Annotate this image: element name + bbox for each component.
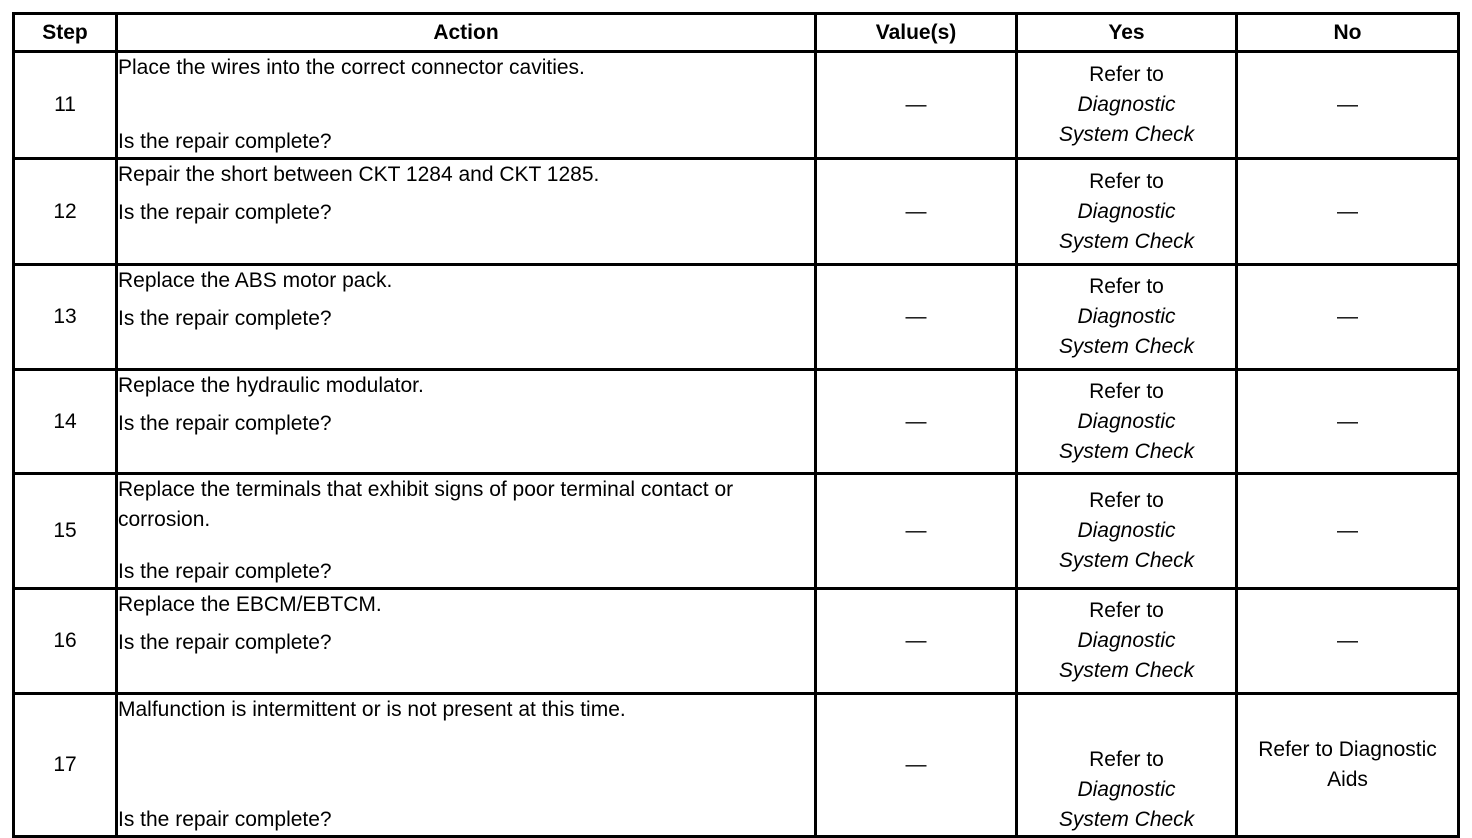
action-text: Replace the hydraulic modulator. [118,374,424,397]
action-cell [117,52,816,159]
step-number: 14 [14,370,117,474]
yes-link-diagnostic[interactable]: Diagnostic [1077,519,1176,542]
header-row [14,14,1459,52]
no-cell: — [1237,265,1459,370]
action-cell [117,159,816,265]
value-cell: — [816,370,1017,474]
yes-refer: Refer to [1089,748,1164,771]
header-value: Value(s) [816,14,1017,52]
action-question: Is the repair complete? [118,808,332,831]
action-cell [117,370,816,474]
header-yes: Yes [1017,14,1237,52]
yes-link-diagnostic[interactable]: Diagnostic [1077,409,1176,433]
diagnostic-table [12,12,1460,838]
no-cell: — [1237,52,1459,159]
action-text: Repair the short between CKT 1284 and CKT 1285. [118,163,600,186]
no-cell-diagnostic-aids[interactable]: Refer to Diagnostic Aids [1237,694,1459,837]
action-question: Is the repair complete? [118,631,332,654]
yes-cell [1017,265,1237,370]
step-number: 12 [14,159,117,265]
value-cell: — [816,474,1017,589]
yes-link-diagnostic[interactable]: Diagnostic [1077,199,1176,223]
action-question: Is the repair complete? [118,560,332,583]
yes-link-diagnostic[interactable]: Diagnostic [1077,93,1176,116]
action-text: Replace the ABS motor pack. [118,269,393,292]
no-cell: — [1237,474,1459,589]
yes-refer: Refer to [1089,63,1164,86]
table-row [14,474,1459,589]
no-cell: — [1237,159,1459,265]
action-question: Is the repair complete? [118,412,332,435]
step-number: 11 [14,52,117,159]
yes-link-system-check[interactable]: System Check [1058,123,1195,146]
step-number: 17 [14,694,117,837]
action-question: Is the repair complete? [118,130,332,153]
yes-cell [1017,589,1237,694]
yes-link-system-check[interactable]: System Check [1058,229,1195,253]
step-number: 15 [14,474,117,589]
yes-refer: Refer to [1089,379,1164,403]
action-text: Place the wires into the correct connector cavities. [118,56,585,79]
yes-link-diagnostic[interactable]: Diagnostic [1077,305,1176,328]
yes-cell [1017,159,1237,265]
value-cell: — [816,52,1017,159]
yes-link-system-check[interactable]: System Check [1058,439,1195,463]
no-cell: — [1237,589,1459,694]
yes-cell [1017,694,1237,837]
value-cell: — [816,265,1017,370]
header-step: Step [14,14,117,52]
value-cell: — [816,694,1017,837]
value-cell: — [816,589,1017,694]
yes-link-system-check[interactable]: System Check [1058,808,1195,831]
table-row [14,159,1459,265]
yes-cell [1017,52,1237,159]
yes-refer: Refer to [1089,599,1164,622]
action-text: Replace the terminals that exhibit signs of poor terminal contact or corrosion. [118,478,734,531]
table-row [14,694,1459,837]
table-row [14,589,1459,694]
yes-link-system-check[interactable]: System Check [1058,335,1195,358]
action-cell [117,265,816,370]
action-cell [117,589,816,694]
table-row [14,370,1459,474]
yes-link-diagnostic[interactable]: Diagnostic [1077,629,1176,652]
yes-cell [1017,474,1237,589]
header-action: Action [117,14,816,52]
yes-link-system-check[interactable]: System Check [1058,659,1195,682]
yes-refer: Refer to [1089,489,1164,512]
yes-refer: Refer to [1089,275,1164,298]
no-cell: — [1237,370,1459,474]
value-cell: — [816,159,1017,265]
table-row [14,265,1459,370]
action-question: Is the repair complete? [118,307,332,330]
yes-cell [1017,370,1237,474]
diagnostic-table-sheet [12,12,1457,838]
action-text: Replace the EBCM/EBTCM. [118,593,382,616]
step-number: 16 [14,589,117,694]
header-no: No [1237,14,1459,52]
action-text: Malfunction is intermittent or is not present at this time. [118,698,626,721]
yes-link-system-check[interactable]: System Check [1058,549,1195,572]
yes-refer: Refer to [1089,169,1164,193]
action-cell [117,474,816,589]
action-question: Is the repair complete? [118,201,332,224]
action-cell [117,694,816,837]
table-row [14,52,1459,159]
step-number: 13 [14,265,117,370]
yes-link-diagnostic[interactable]: Diagnostic [1077,778,1176,801]
